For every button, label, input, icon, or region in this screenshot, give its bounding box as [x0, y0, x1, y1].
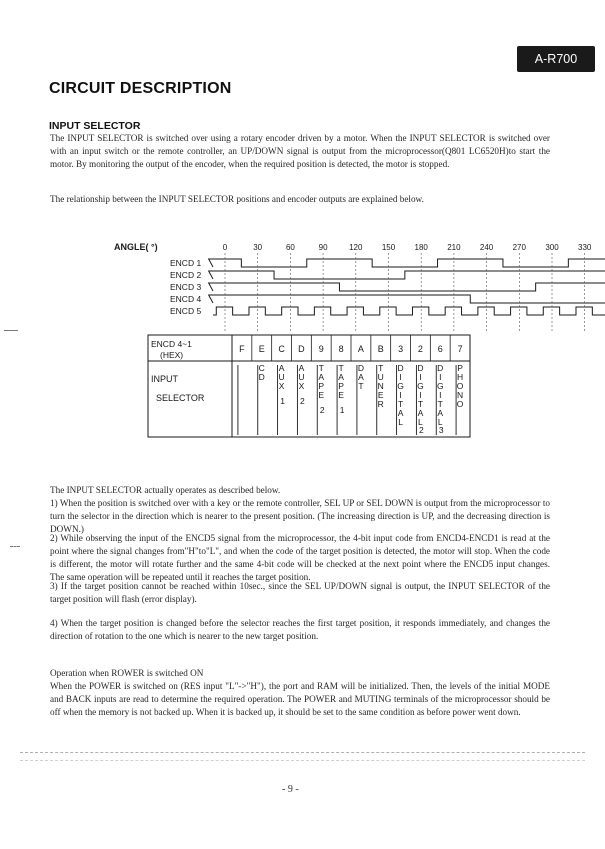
selector-letter: I [399, 372, 402, 382]
angle-tick-label: 30 [253, 243, 263, 252]
hex-value-cell: A [357, 344, 364, 354]
selector-letter: T [378, 363, 384, 373]
model-badge: A-R700 [517, 46, 595, 72]
power-on-title: Operation when ROWER is switched ON [50, 668, 204, 678]
selector-letter: D [357, 363, 364, 373]
angle-tick-label: 150 [381, 243, 396, 252]
selector-letter: T [397, 399, 404, 409]
selector-suffix: 1 [280, 396, 285, 406]
selector-column [297, 363, 305, 435]
encoder-waveform [213, 307, 605, 315]
hex-value-cell: 8 [338, 344, 344, 354]
hex-value-cell: B [377, 344, 384, 354]
encoder-waveform [209, 283, 605, 291]
selector-letter: P [457, 363, 463, 373]
selector-column [397, 363, 404, 435]
operation-step-3: 3) If the target position cannot be reached within 10sec., since the SEL UP/DOWN signal is output, the INPUT SELECTOR of the target position will flash (error display). [50, 581, 550, 604]
hex-value-cell: 3 [398, 344, 404, 354]
encoder-label: ENCD 2 [170, 270, 202, 280]
encoder-timing-diagram [110, 237, 592, 457]
encoder-label: ENCD 1 [170, 258, 202, 268]
selector-letter: T [338, 363, 344, 373]
encoder-waveform [209, 259, 605, 267]
relationship-paragraph: The relationship between the INPUT SELECTOR positions and encoder outputs are explained below. [50, 194, 424, 204]
selector-column [337, 363, 345, 435]
selector-letter: I [439, 372, 442, 382]
selector-column [357, 363, 364, 435]
angle-tick-label: 60 [285, 243, 295, 252]
operation-step-2: 2) While observing the input of the ENCD5 signal from the microprocessor, the 4-bit input code from ENCD4-ENCD1 is read at the point where the signal changes from"H"to"L", and when the code of the target position is detected, the motor will stop. When the code is different, the motor will rotate further and the same 4-bit code will be checked at the next point where the ENCD5 input changes. The same operation will be repeated until it reaches the target position. [50, 533, 550, 582]
angle-tick-label: 270 [512, 243, 526, 252]
selector-letter: A [318, 372, 325, 382]
selector-column [456, 363, 464, 435]
hex-header-line2: (HEX) [160, 350, 184, 360]
selector-letter: D [397, 363, 404, 373]
selector-letter: D [437, 363, 444, 373]
encoder-label: ENCD 5 [170, 306, 202, 316]
hex-value-cell: 7 [457, 344, 463, 354]
selector-suffix: 2 [300, 396, 305, 406]
hex-value-cell: C [278, 344, 285, 354]
selector-letter: H [457, 372, 464, 382]
encoder-waveform [209, 271, 605, 279]
selector-letter: C [258, 363, 265, 373]
encoder-waveform [209, 295, 605, 303]
margin-mark [4, 330, 18, 331]
divider-line [20, 752, 585, 753]
hex-value-cell: F [239, 344, 245, 354]
hex-value-cell: 6 [437, 344, 443, 354]
divider-line-secondary [20, 760, 585, 761]
selector-letter: L [437, 417, 443, 427]
selector-letter: X [298, 381, 305, 391]
selector-letter: A [338, 372, 344, 382]
selector-letter: E [318, 390, 325, 400]
selector-letter: X [278, 381, 285, 391]
hex-value-cell: E [258, 344, 265, 354]
selector-letter: A [397, 408, 404, 418]
angle-tick-label: 300 [545, 243, 559, 252]
selector-letter: E [377, 390, 384, 400]
hex-header-line1: ENCD 4~1 [151, 339, 192, 349]
selector-letter: N [457, 390, 464, 400]
encoder-label: ENCD 4 [170, 294, 202, 304]
selector-letter: G [436, 381, 444, 391]
operation-step-4: 4) When the target position is changed before the selector reaches the first target position, it responds immediately, and changes the direction of rotation to the one which is nearer to the new target position. [50, 618, 550, 641]
selector-letter: D [258, 372, 265, 382]
selector-suffix: 2 [419, 425, 424, 435]
selector-letter: I [419, 372, 422, 382]
selector-letter: U [278, 372, 285, 382]
selector-letter: A [298, 363, 305, 373]
angle-tick-label: 90 [318, 243, 328, 252]
selector-letter: G [417, 381, 424, 391]
margin-mark [10, 546, 20, 547]
selector-letter: U [377, 372, 384, 382]
selector-row-label-line2: SELECTOR [156, 393, 205, 403]
selector-letter: D [417, 363, 424, 373]
hex-value-cell: 2 [417, 344, 423, 354]
selector-letter: T [437, 399, 443, 409]
selector-letter: A [278, 363, 285, 373]
selector-letter: L [418, 417, 423, 427]
selector-letter: O [456, 381, 464, 391]
selector-letter: A [358, 372, 364, 382]
selector-letter: A [417, 408, 424, 418]
hex-value-cell: D [298, 344, 305, 354]
selector-suffix: 1 [339, 405, 345, 415]
selector-row-label-line1: INPUT [151, 374, 178, 384]
page-number: - 9 - [282, 784, 299, 795]
angle-tick-label: 330 [578, 243, 592, 252]
selector-letter: T [318, 363, 324, 373]
angle-tick-label: 210 [447, 243, 461, 252]
page-title: CIRCUIT DESCRIPTION [49, 80, 232, 97]
section-title: INPUT SELECTOR [49, 120, 141, 132]
selector-letter: L [398, 417, 403, 427]
selector-column [436, 363, 444, 435]
operation-step-1: 1) When the position is switched over with a key or the remote controller, SEL UP or SEL DOWN is output from the microprocessor to turn the selector in the direction which is nearer to the present position. (The increasing direction is UP, and the decreasing direction is DOWN.) [50, 498, 550, 534]
selector-letter: N [377, 381, 384, 391]
selector-letter: P [338, 381, 344, 391]
angle-label: ANGLE( °) [114, 242, 158, 252]
hex-value-cell: 9 [318, 344, 324, 354]
selector-column [416, 363, 424, 435]
intro-paragraph: The INPUT SELECTOR is switched over using a rotary encoder driven by a motor. When the INPUT SELECTOR is switched over with an input switch or the remote controller, an UP/DOWN signal is output from the microprocessor(Q801 LC6520H)to start the motor. By monitoring the output of the encoder, when the required position is detected, the motor is stopped. [50, 133, 550, 169]
angle-tick-label: 120 [349, 243, 363, 252]
selector-column [317, 363, 325, 435]
selector-letter: A [437, 408, 444, 418]
selector-letter: O [456, 399, 464, 409]
selector-column [258, 363, 265, 435]
selector-suffix: 2 [319, 405, 325, 415]
operation-intro: The INPUT SELECTOR actually operates as described below. [50, 485, 281, 495]
selector-letter: E [338, 390, 344, 400]
angle-tick-label: 180 [414, 243, 428, 252]
selector-letter: U [298, 372, 305, 382]
selector-letter: G [397, 381, 404, 391]
selector-letter: P [318, 381, 325, 391]
selector-letter: T [358, 381, 364, 391]
power-on-description: When the POWER is switched on (RES input "L"->"H"), the port and RAM will be initialized. Then, the levels of the initial MODE and BACK inputs are read to determine the required operation. The POWER and MUTING terminals of the microprocessor should be off when the memory is not backed up. When it is backed up, it should be set to the same condition as before power went down. [50, 681, 550, 717]
selector-letter: T [417, 399, 424, 409]
angle-tick-label: 240 [479, 243, 494, 252]
selector-letter: I [399, 390, 402, 400]
encoder-label: ENCD 3 [170, 282, 202, 292]
angle-tick-label: 0 [222, 243, 228, 252]
selector-letter: I [439, 390, 442, 400]
selector-column [278, 363, 286, 435]
selector-suffix: 3 [438, 425, 444, 435]
selector-letter: I [419, 390, 422, 400]
selector-column [377, 363, 384, 435]
selector-letter: R [377, 399, 384, 409]
